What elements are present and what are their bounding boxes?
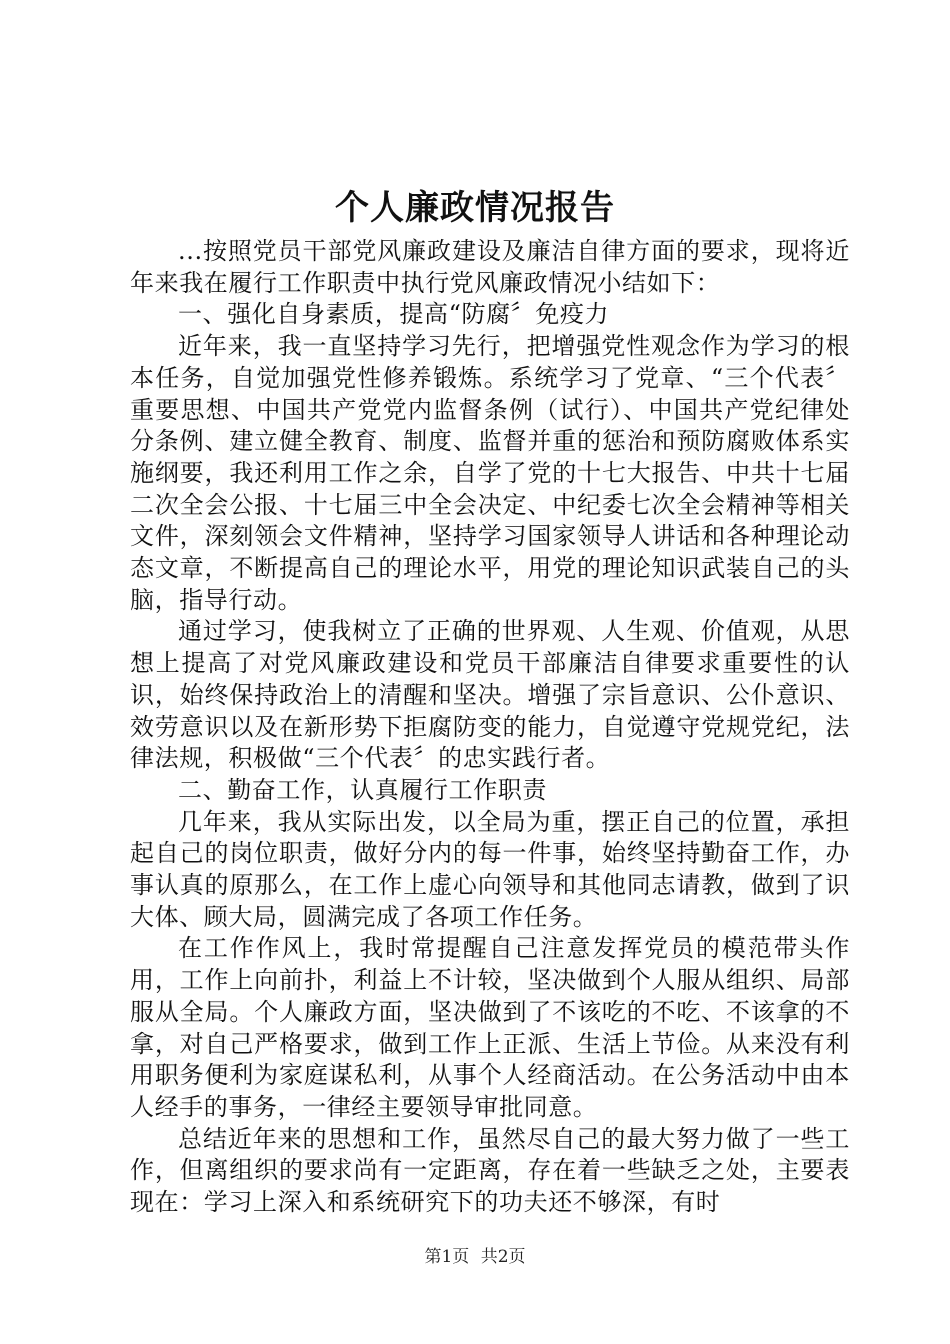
document-title: 个人廉政情况报告 [335, 188, 615, 228]
page-footer [0, 1245, 950, 1269]
paragraph-study: 近年来，我一直坚持学习先行，把增强党性观念作为学习的根本任务，自觉加强党性修养锻炼。系统学习了党章、“三个代表〞重要思想、中国共产党党内监督条例（试行）、中国共产党纪律处分条例、建立健全教育、制度、监督并重的惩治和预防腐败体系实施纲要，我还利用工作之余，自学了党的十七大报告、中共十七届二次全会公报、十七届三中全会决定、中纪委七次全会精神等相关文件，深刻领会文件精神，坚持学习国家领导人讲话和各种理论动态文章，不断提高自己的理论水平，用党的理论知识武装自己的头脑，指导行动。 [130, 332, 850, 614]
page-number: 第1页 [424, 1247, 470, 1267]
document-body [130, 236, 850, 1219]
page-total: 共2页 [480, 1247, 526, 1267]
section-heading-1: 一、强化自身素质，提高“防腐〞免疫力 [178, 300, 610, 329]
section-heading-2: 二、勤奋工作，认真履行工作职责 [178, 775, 547, 804]
paragraph-style: 在工作作风上，我时常提醒自己注意发挥党员的模范带头作用，工作上向前扑，利益上不计较，坚决做到个人服从组织、局部服从全局。个人廉政方面，坚决做到了不该吃的不吃、不该拿的不拿，对自己严格要求，做到工作上正派、生活上节俭。从来没有利用职务便利为家庭谋私利，从事个人经商活动。在公务活动中由本人经手的事务，一律经主要领导审批同意。 [130, 934, 850, 1121]
paragraph-intro: ...按照党员干部党风廉政建设及廉洁自律方面的要求，现将近年来我在履行工作职责中执行党风廉政情况小结如下： [130, 237, 850, 297]
paragraph-summary: 总结近年来的思想和工作，虽然尽自己的最大努力做了一些工作，但离组织的要求尚有一定距离，存在着一些缺乏之处，主要表现在：学习上深入和系统研究下的功夫还不够深，有时 [130, 1124, 850, 1217]
paragraph-outcome: 通过学习，使我树立了正确的世界观、人生观、价值观，从思想上提高了对党风廉政建设和党员干部廉洁自律要求重要性的认识，始终保持政治上的清醒和坚决。增强了宗旨意识、公仆意识、效劳意识以及在新形势下拒腐防变的能力，自觉遵守党规党纪，法律法规，积极做“三个代表〞的忠实践行者。 [130, 617, 850, 773]
paragraph-duty: 几年来，我从实际出发，以全局为重，摆正自己的位置，承担起自己的岗位职责，做好分内的每一件事，始终坚持勤奋工作，办事认真的原那么，在工作上虚心向领导和其他同志请教，做到了识大体、顾大局，圆满完成了各项工作任务。 [130, 807, 850, 931]
